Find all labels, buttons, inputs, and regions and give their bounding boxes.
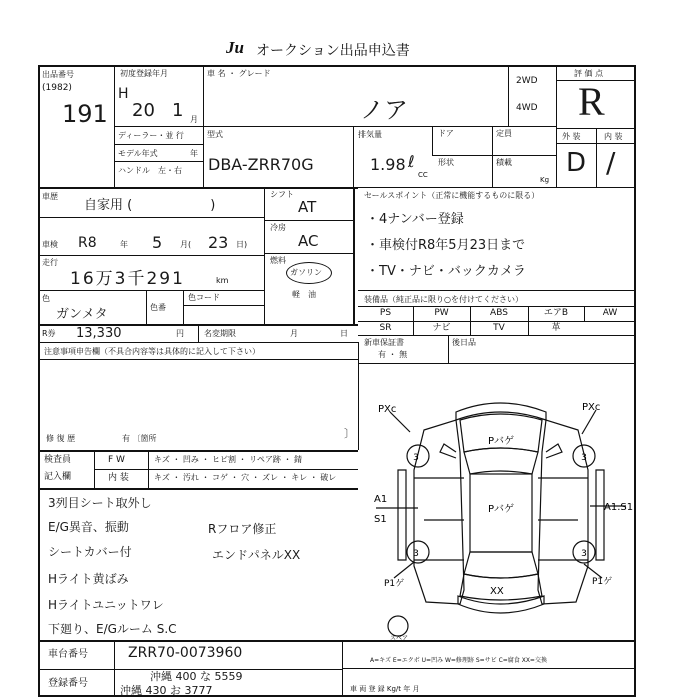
equip-aw: AW: [602, 308, 618, 318]
selling-point-1: ・4ナンバー登録: [366, 212, 464, 227]
eval-score: R: [578, 79, 605, 124]
history-label: 車歴: [42, 192, 58, 201]
reg-number-value: 沖縄 400 な 5559: [150, 670, 243, 683]
interior-score: /: [606, 146, 616, 179]
handle-label: ハンドル 左・右: [118, 166, 182, 175]
remark-right-1: Rフロア修正: [208, 522, 277, 536]
model-year-unit: 年: [190, 149, 198, 158]
selling-point-2: ・車検付R8年5月23日まで: [366, 238, 526, 253]
registration-legend: 車 両 登 録 Kg/t 年 月: [350, 685, 420, 693]
warranty-values: 有 ・ 無: [378, 350, 408, 359]
interior-insp-label: 内 装: [108, 473, 129, 483]
shaken-day-unit: 日): [236, 240, 248, 249]
car-name: ノア: [360, 96, 408, 124]
mileage-unit: km: [216, 276, 229, 285]
shaken-era: R8: [78, 235, 97, 251]
nameplate-day: 日: [340, 329, 348, 338]
remark-left-3: シートカバー付: [48, 545, 132, 559]
header: [0, 38, 700, 60]
fw-items: キズ ・ 凹み ・ ヒビ割 ・ リペア跡 ・ 錆: [154, 455, 303, 464]
equip-pw: PW: [434, 308, 449, 318]
car-name-label: 車 名 ・ グレード: [207, 69, 271, 78]
shaken-label: 車検: [42, 240, 58, 249]
form-title: オークション出品申込書: [256, 43, 410, 59]
remark-left-2: E/G異音、振動: [48, 520, 129, 534]
mark-roof: Pバゲ: [488, 504, 515, 515]
equip-abs: ABS: [490, 308, 508, 318]
door-label: ドア: [438, 129, 454, 138]
drive-4wd: 4WD: [516, 103, 538, 113]
equip-leather: 革: [551, 323, 561, 333]
spare-label: スペア: [390, 635, 409, 642]
eval-label: 評 価 点: [574, 69, 604, 78]
model-year-label: モデル年式: [118, 149, 158, 158]
lot-number-label: 出品番号: [42, 70, 74, 79]
first-reg-month-unit: 月: [190, 115, 198, 124]
dealer-label: ディーラー・並 行: [118, 131, 184, 140]
mark-rear-right: P1ゲ: [592, 577, 613, 587]
interior-insp-items: キズ ・ 汚れ ・ コゲ ・ 穴 ・ ズレ ・ キレ ・ 破レ: [154, 473, 337, 482]
mileage-value: 16万3千291: [70, 269, 185, 289]
recycle-value: 13,330: [76, 326, 122, 341]
mileage-label: 走行: [42, 258, 58, 267]
fuel-label: 燃料: [270, 256, 286, 265]
equip-sr: SR: [379, 323, 392, 333]
displacement-unit: ℓ: [408, 152, 415, 171]
mark-front-left: PXc: [378, 404, 397, 415]
warranty-label: 新車保証書: [364, 338, 404, 347]
repair-history-label: 修 復 歴: [46, 434, 76, 443]
color-label: 色: [42, 294, 50, 303]
remark-left-6: 下廻り、E/Gルーム S.C: [48, 622, 177, 636]
repair-history-value: 有 〔箇所: [122, 434, 157, 443]
remark-left-1: 3列目シート取外し: [48, 496, 152, 510]
load-unit: Kg: [540, 176, 550, 184]
shift-label: シフト: [270, 190, 294, 199]
equip-navi: ナビ: [432, 323, 451, 333]
exterior-label: 外 装: [562, 132, 581, 141]
chassis-value: ZRR70-0073960: [128, 645, 243, 661]
equip-ps: PS: [379, 308, 392, 318]
lot-number-paren: (1982): [42, 83, 72, 93]
mark-rear: XX: [490, 586, 504, 597]
mark-left-a1: A1: [374, 494, 388, 505]
inspector-label: 検査員: [44, 455, 72, 465]
remark-left-5: Hライトユニットワレ: [48, 598, 164, 612]
equip-tv: TV: [493, 323, 505, 333]
reg-number-value-2: 沖縄 430 お 3777: [120, 684, 213, 697]
ju-logo: Ju: [226, 38, 244, 57]
fw-label: F W: [108, 455, 125, 465]
entry-label: 記入欄: [44, 472, 72, 482]
recycle-label: R券: [42, 329, 56, 338]
displacement-label: 排気量: [358, 130, 382, 139]
color-value: ガンメタ: [56, 307, 108, 322]
shaken-month: 5: [152, 233, 163, 252]
history-value: 自家用 ( ): [84, 198, 216, 213]
shaken-day: 23: [208, 233, 229, 252]
shift-value: AT: [298, 198, 317, 216]
selling-points-label: セールスポイント（正常に機能するものに限る）: [364, 191, 540, 200]
model-code: DBA-ZRR70G: [208, 155, 314, 174]
damage-legend: A=キズ E=エクボ U=凹み W=修理跡 S=サビ C=腐食 XX=交換: [370, 657, 547, 664]
model-code-label: 型式: [207, 130, 223, 139]
mark-front-right: PXc: [582, 402, 601, 413]
ac-value: AC: [298, 232, 319, 250]
mark-hood: Pバゲ: [488, 436, 515, 447]
interior-label: 内 装: [604, 132, 623, 141]
mark-rear-left: P1ゲ: [384, 579, 405, 589]
exterior-score: D: [566, 148, 587, 178]
shaken-month-unit: 月(: [180, 240, 192, 249]
ac-label: 冷房: [270, 223, 286, 232]
tire-fr: 3: [581, 453, 587, 463]
car-damage-diagram: [370, 390, 634, 642]
selling-point-3: ・TV・ナビ・バックカメラ: [366, 264, 526, 279]
tire-fl: 3: [413, 453, 419, 463]
color-code-label: 色コード: [188, 293, 220, 302]
displacement: 1.98: [370, 155, 406, 174]
nameplate-label: 名変期限: [204, 329, 236, 338]
capacity-label: 定員: [496, 129, 512, 138]
nameplate-unit: 月: [290, 329, 298, 338]
mark-left-s1: S1: [374, 514, 387, 525]
mark-right: A1.S1: [604, 502, 634, 513]
first-reg-year: 20: [132, 100, 155, 121]
recycle-unit: 円: [176, 329, 184, 338]
tire-rr: 3: [581, 549, 587, 559]
load-label: 積載: [496, 158, 512, 167]
first-reg-era: H: [118, 86, 129, 102]
first-reg-month: 1: [172, 100, 184, 121]
shape-label: 形状: [438, 158, 454, 167]
color-no-label: 色番: [150, 303, 166, 312]
shaken-year-unit: 年: [120, 240, 128, 249]
tire-rl: 3: [413, 549, 419, 559]
drive-2wd: 2WD: [516, 76, 538, 86]
displacement-cc: CC: [418, 171, 428, 179]
after-items-label: 後日品: [452, 338, 476, 347]
lot-number: 191: [62, 100, 108, 128]
remark-right-2: エンドパネルXX: [212, 548, 301, 562]
notes-label: 注意事項申告欄（不具合内容等は具体的に記入して下さい）: [44, 347, 260, 356]
first-reg-label: 初度登録年月: [120, 69, 168, 78]
fuel-value: ガソリン: [290, 268, 322, 277]
equipment-label: 装備品（純正品に限り○を付けてください）: [364, 295, 523, 304]
fuel-light: 軽 油: [292, 290, 316, 299]
chassis-label: 車台番号: [48, 649, 88, 660]
equip-airbag: エアB: [543, 308, 569, 318]
repair-bracket: 〕: [344, 427, 355, 440]
remark-left-4: Hライト黄ばみ: [48, 572, 129, 586]
reg-number-label: 登録番号: [48, 678, 88, 689]
